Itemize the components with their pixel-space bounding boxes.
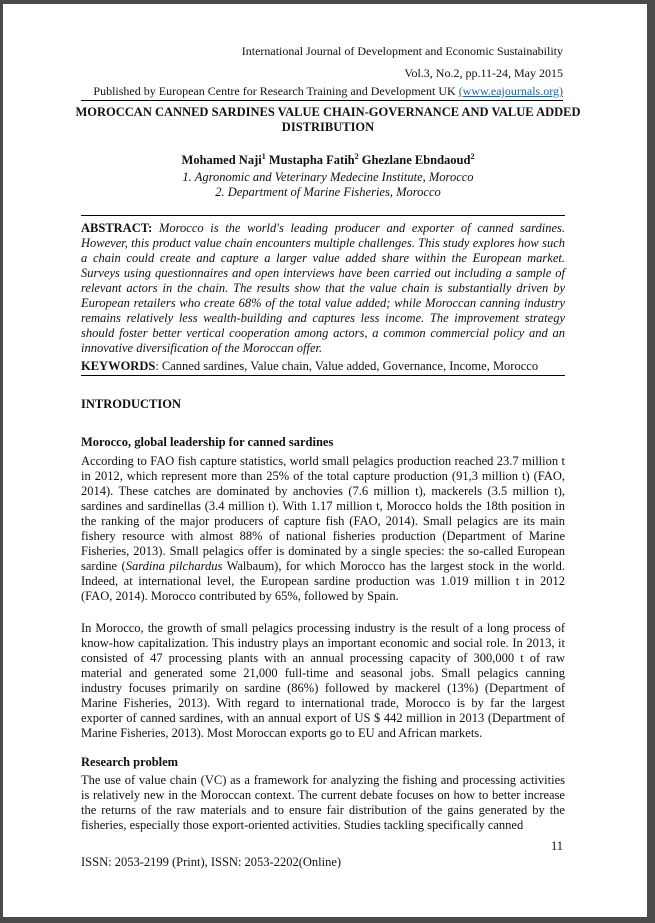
author-name: Mustapha Fatih — [268, 153, 355, 168]
body-paragraph: The use of value chain (VC) as a framework for analyzing the fishing and processing activities is relatively new in the Moroccan context. The current debate focuses on how to better increase the returns of the raw materials and to ensure fair distribution of the gains generated by the fisheries, especially those export-oriented activities. Studies tackling specifically canned — [81, 773, 565, 832]
page-number: 11 — [550, 839, 563, 853]
author-name: Ghezlane Ebndaoud — [361, 153, 471, 168]
affiliation: 1. Agronomic and Veterinary Medecine Institute, Morocco — [182, 170, 474, 184]
publisher-line — [81, 84, 563, 101]
abstract-label: ABSTRACT: — [81, 221, 153, 235]
author-affiliation-mark: 2 — [354, 152, 359, 161]
keywords — [81, 359, 565, 374]
author-affiliation-mark: 1 — [261, 152, 266, 161]
abstract-text: Morocco is the world's leading producer and exporter of canned sardines. However, this product value chain encounters multiple challenges. This study explores how such a chain could create and capture a larger value added share within the European market. Surveys using questionnaires and open interviews have been carried out including a sample of relevant actors in the chain. The results show that the value chain is substantially driven by European retailers who create 68% of the total value added; while Moroccan canning industry remains relatively less wealth-building and captures less income. The improvement strategy should foster better vertical cooperation among actors, a common commercial policy and an innovative diversification of the Moroccan offer. — [81, 221, 566, 355]
species-name: Sardina pilchardus — [125, 559, 223, 573]
abstract — [81, 221, 565, 356]
keywords-text: : Canned sardines, Value chain, Value added, Governance, Income, Morocco — [155, 359, 539, 373]
subsection-heading: Morocco, global leadership for canned sardines — [81, 435, 334, 449]
affiliation: 2. Department of Marine Fisheries, Morocco — [215, 185, 441, 199]
body-paragraph — [81, 454, 565, 604]
divider — [81, 215, 565, 216]
paragraph-text: According to FAO fish capture statistics, world small pelagics production reached 23.7 million t in 2012, which represent more than 25% of the total capture production (91,3 million t) (FAO, 2014). These catches are dominated by anchovies (7.6 million t), mackerels (3.5 million t), sardines and sardinellas (3.4 million t). With 1.17 million t, Morocco holds the 18th position in the ranking of the major producers of capture fish (FAO, 2014). Small pelagics are its main fishery resource with almost 88% of national fisheries production (Department of Marine Fisheries, 2013). Small pelagics offer is dominated by a single species: the so-called European sardine ( — [81, 454, 565, 573]
journal-name: International Journal of Development and Economic Sustainability — [241, 44, 563, 58]
body-paragraph: In Morocco, the growth of small pelagics processing industry is the result of a long process of know-how capitalization. This industry plays an important economic and social role. In 2013, it consisted of 47 processing plants with an annual processing capacity of 300,000 t of raw material and generated some 21,000 full-time and seasonal jobs. Small pelagics canning industry focuses primarily on sardine (86%) followed by mackerel (13%) (Department of Marine Fisheries, 2013). With regard to international trade, Morocco is by far the largest exporter of canned sardines, with an annual export of US $ 442 million in 2013 (Department of Marine Fisheries, 2013). Most Moroccan exports go to EU and African markets. — [81, 621, 565, 740]
author-affiliation-mark: 2 — [470, 152, 475, 161]
divider — [81, 375, 565, 376]
paper-title: MOROCCAN CANNED SARDINES VALUE CHAIN-GOVERNANCE AND VALUE ADDED DISTRIBUTION — [75, 105, 581, 134]
author-list — [73, 152, 583, 168]
author-name: Mohamed Naji — [181, 153, 262, 168]
document-page — [3, 4, 647, 917]
journal-website-link[interactable]: (www.eajournals.org) — [458, 84, 563, 98]
keywords-label: KEYWORDS — [81, 359, 156, 373]
section-heading: INTRODUCTION — [81, 397, 182, 411]
publisher-text: Published by European Centre for Research Training and Development UK — [93, 84, 456, 98]
volume-info: Vol.3, No.2, pp.11-24, May 2015 — [404, 66, 563, 80]
subsection-heading: Research problem — [81, 755, 179, 769]
paragraph-text: Walbaum), for which Morocco has the largest stock in the world. Indeed, at international level, the European sardine production was 1.019 million t in 2012 (FAO, 2014). Morocco contributed by 65%, followed by Spain. — [81, 559, 566, 603]
issn-footer: ISSN: 2053-2199 (Print), ISSN: 2053-2202(Online) — [81, 855, 342, 869]
